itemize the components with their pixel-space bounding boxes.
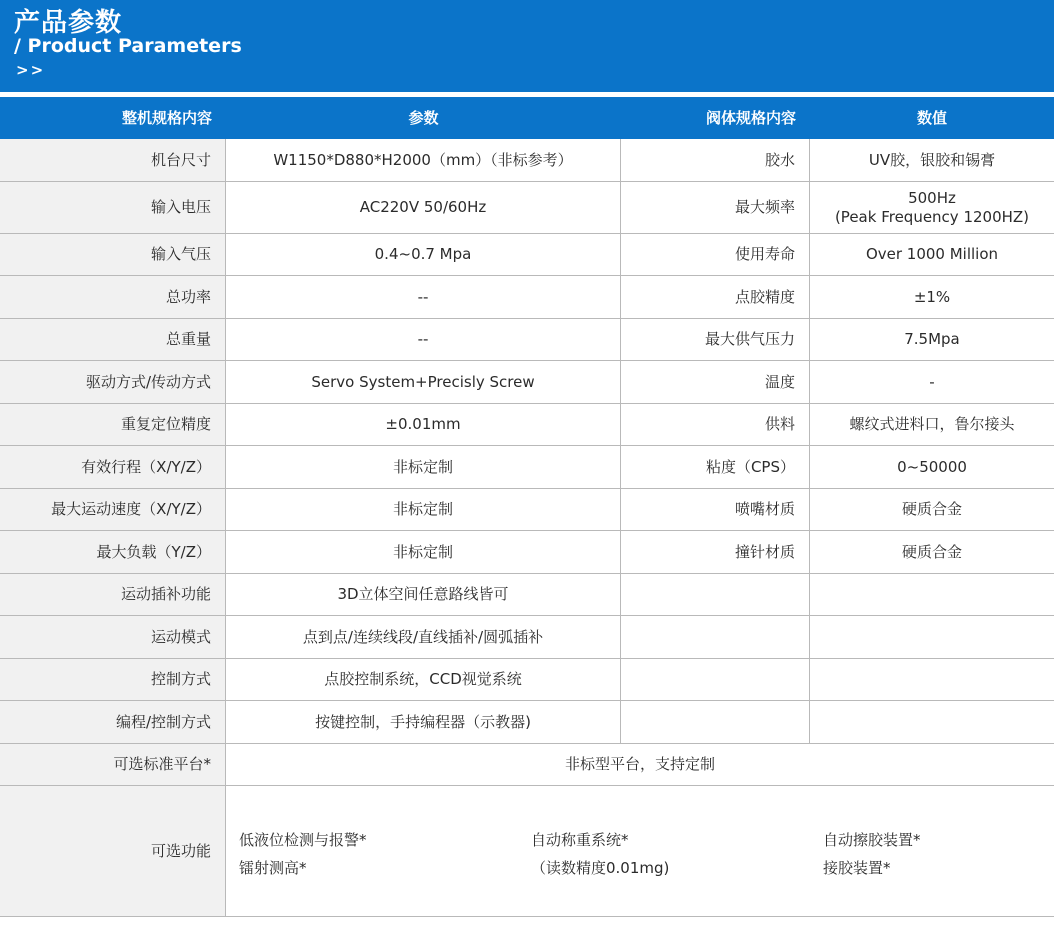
row-value — [810, 319, 1054, 360]
row-param: 非标定制 — [226, 489, 621, 530]
row-spec: 重复定位精度 — [0, 404, 226, 445]
row-value — [810, 276, 1054, 318]
row-spec: 机台尺寸 — [0, 139, 226, 181]
row-value — [810, 489, 1054, 530]
feature-auto-weighing: 自动称重系统* — [531, 831, 629, 849]
table-row — [0, 234, 1054, 276]
optional-spec: 可选功能 — [0, 786, 226, 916]
table-row — [0, 404, 1054, 446]
row-valve-spec: 点胶精度 — [621, 276, 810, 318]
row-valve-spec: 最大供气压力 — [621, 319, 810, 360]
feature-laser-height: 镭射测高* — [239, 859, 307, 877]
row-value-text: UV胶，银胶和锡膏 — [868, 150, 996, 169]
row-valve-spec: 温度 — [621, 361, 810, 403]
row-valve-spec: 最大频率 — [621, 182, 810, 233]
row-value-text: Over 1000 Million — [865, 245, 999, 263]
table-row — [0, 361, 1054, 404]
row-value — [810, 531, 1054, 573]
platform-row — [0, 744, 1054, 786]
table-row — [0, 659, 1054, 701]
row-param: 点胶控制系统，CCD视觉系统 — [226, 659, 621, 700]
row-param: 0.4~0.7 Mpa — [226, 234, 621, 275]
row-param: Servo System+Precisly Screw — [226, 361, 621, 403]
row-valve-spec — [621, 701, 810, 743]
row-value — [810, 182, 1054, 233]
row-valve-spec — [621, 616, 810, 658]
row-spec: 有效行程（X/Y/Z） — [0, 446, 226, 488]
row-param: -- — [226, 276, 621, 318]
row-value-text: 500Hz — [908, 188, 956, 207]
feature-auto-wipe: 自动擦胶装置* — [823, 831, 921, 849]
header-valve-spec: 阀体规格内容 — [705, 108, 796, 127]
row-spec: 最大负载（Y/Z） — [0, 531, 226, 573]
table-row — [0, 182, 1054, 234]
double-chevron-icon: >> — [16, 61, 46, 79]
row-value-text: ±1% — [913, 287, 951, 306]
row-value — [810, 139, 1054, 181]
row-value — [810, 616, 1054, 658]
header-banner — [0, 0, 1054, 92]
table-row — [0, 531, 1054, 574]
row-spec: 运动模式 — [0, 616, 226, 658]
row-spec: 编程/控制方式 — [0, 701, 226, 743]
header-value: 数值 — [916, 108, 947, 127]
page-subtitle: / Product Parameters — [14, 35, 242, 57]
feature-glue-catch: 接胶装置* — [823, 859, 891, 877]
table-row — [0, 574, 1054, 616]
table-row — [0, 489, 1054, 531]
row-value-text: 7.5Mpa — [904, 330, 960, 348]
table-row — [0, 319, 1054, 361]
row-param: 非标定制 — [226, 446, 621, 488]
feature-low-level-alarm: 低液位检测与报警* — [239, 831, 367, 849]
row-value-text: 0~50000 — [897, 457, 967, 476]
row-value — [810, 701, 1054, 743]
row-valve-spec: 撞针材质 — [621, 531, 810, 573]
row-value — [810, 659, 1054, 700]
table-row — [0, 139, 1054, 182]
row-value — [810, 361, 1054, 403]
row-param: -- — [226, 319, 621, 360]
row-value — [810, 574, 1054, 615]
row-value-text: 硬质合金 — [901, 542, 962, 561]
row-value-text: - — [929, 372, 935, 391]
header-spec: 整机规格内容 — [121, 108, 212, 127]
platform-spec: 可选标准平台* — [0, 744, 226, 785]
row-valve-spec — [621, 574, 810, 615]
row-valve-spec: 供料 — [621, 404, 810, 445]
page-title: 产品参数 — [14, 8, 123, 38]
row-param: W1150*D880*H2000（mm）（非标参考） — [226, 139, 621, 181]
row-param: 非标定制 — [226, 531, 621, 573]
row-valve-spec: 使用寿命 — [621, 234, 810, 275]
row-param: 3D立体空间任意路线皆可 — [226, 574, 621, 615]
row-valve-spec: 喷嘴材质 — [621, 489, 810, 530]
row-spec: 最大运动速度（X/Y/Z） — [0, 489, 226, 530]
row-value-note: (Peak Frequency 1200HZ) — [834, 207, 1030, 226]
row-valve-spec: 粘度（CPS） — [621, 446, 810, 488]
optional-features-row — [0, 786, 1054, 917]
row-value-text: 硬质合金 — [901, 500, 962, 518]
platform-param: 非标型平台，支持定制 — [564, 755, 715, 773]
row-value — [810, 234, 1054, 275]
row-spec: 控制方式 — [0, 659, 226, 700]
row-spec: 输入电压 — [0, 182, 226, 233]
row-value — [810, 404, 1054, 445]
row-param: ±0.01mm — [226, 404, 621, 445]
row-spec: 总功率 — [0, 276, 226, 318]
header-param: 参数 — [408, 108, 439, 127]
row-valve-spec: 胶水 — [621, 139, 810, 181]
table-row — [0, 446, 1054, 489]
table-header-row — [0, 97, 1054, 139]
table-row — [0, 276, 1054, 319]
table-row — [0, 701, 1054, 744]
row-value — [810, 446, 1054, 488]
row-param: AC220V 50/60Hz — [226, 182, 621, 233]
row-spec: 驱动方式/传动方式 — [0, 361, 226, 403]
row-spec: 输入气压 — [0, 234, 226, 275]
row-value-text: 螺纹式进料口，鲁尔接头 — [849, 415, 1015, 433]
row-valve-spec — [621, 659, 810, 700]
row-spec: 总重量 — [0, 319, 226, 360]
row-param: 按键控制，手持编程器（示教器) — [226, 701, 621, 743]
row-param: 点到点/连续线段/直线插补/圆弧插补 — [226, 616, 621, 658]
table-row — [0, 616, 1054, 659]
feature-weighing-precision: （读数精度0.01mg) — [531, 859, 670, 877]
row-spec: 运动插补功能 — [0, 574, 226, 615]
